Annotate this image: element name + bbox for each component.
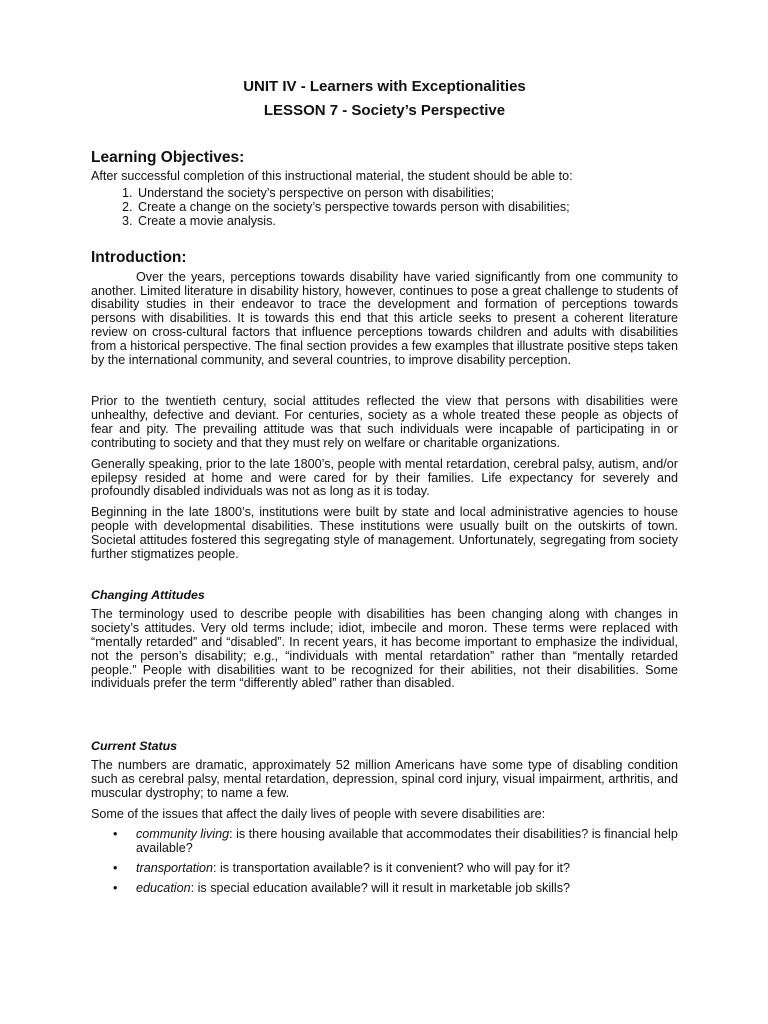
issue-term: transportation [136,860,214,875]
objective-item: 2. Create a change on the society’s perspective towards person with disabilities; [136,201,678,215]
current-status-paragraph: The numbers are dramatic, approximately 52 million Americans have some type of disabling condition such as cerebral palsy, mental retardation, depression, spinal cord injury, visual impairment, arthritis, and muscular dystrophy; to name a few. [91,758,678,801]
introduction-heading: Introduction: [91,248,187,266]
intro-paragraph: Generally speaking, prior to the late 1800’s, people with mental retardation, cerebral palsy, autism, and/or epilepsy resided at home and were cared for by their families. Life expectancy for severely and profoundly disabled individuals was not as long as it is today. [91,456,678,499]
intro-paragraph: Beginning in the late 1800’s, institutions were built by state and local administrative agencies to house people with developmental disabilities. These institutions were usually built on the outskirts of town. Societal attitudes fostered this segregating style of management. Unfortunately, segregating from society further stigmatizes people. [91,505,678,562]
issue-text: : is transportation available? is it convenient? who will pay for it? [213,860,571,875]
learning-objectives-heading: Learning Objectives: [91,149,245,166]
lesson-title: LESSON 7 - Society’s Perspective [263,102,506,119]
issues-list [91,828,678,896]
objective-item: 3. Create a movie analysis. [136,215,678,229]
issue-text: : is special education available? will it result in marketable job skills? [190,880,571,895]
objectives-list [91,187,678,229]
intro-paragraph: Over the years, perceptions towards disability have varied significantly from one community to another. Limited literature in disability history, however, continues to pose a great challenge to students of disability studies in their endeavor to trace the development and formation of perceptions towards persons with disabilities. It is towards this end that this article seeks to present a coherent literature review on cross-cultural factors that influence perceptions towards children and adults with disabilities from a historical perspective. The final section provides a few examples that illustrate positive steps taken by the international community, and several countries, to improve disability perception. [91,269,678,368]
issue-term: community living [136,827,230,841]
changing-attitudes-paragraph: The terminology used to describe people with disabilities has been changing along with changes in society’s attitudes. Very old terms include; idiot, imbecile and moron. These terms were replaced with “mentally retarded” and “disabled”. In recent years, it has become important to emphasize the individual, not the person’s disability; e.g., “individuals with mental retardation” rather than “mentally retarded people.” People with disabilities want to be recognized for their abilities, not their disabilities. Some individuals prefer the term “differently abled” rather than disabled. [91,606,678,691]
issue-item [91,862,678,876]
current-status-heading: Current Status [91,739,178,754]
learning-objectives-section [91,149,678,229]
issue-item [91,882,678,896]
introduction-section [91,249,678,562]
current-status-paragraph: Some of the issues that affect the daily lives of people with severe disabilities are: [91,807,546,822]
issue-term: education [136,880,191,895]
changing-attitudes-heading: Changing Attitudes [91,587,205,602]
bullet-icon: • [113,880,118,895]
bullet-icon: • [113,860,118,875]
objective-item: 1. Understand the society’s perspective on person with disabilities; [136,187,678,201]
unit-title: UNIT IV - Learners with Exceptionalities [243,78,526,95]
intro-paragraph: Prior to the twentieth century, social attitudes reflected the view that persons with disabilities were unhealthy, defective and deviant. For centuries, society as a whole treated these people as objects of fear and pity. The prevailing attitude was that such individuals were incapable of participating in or contributing to society and that they must rely on welfare or charitable organizations. [91,393,678,450]
objectives-lead: After successful completion of this instructional material, the student should be able to: [91,169,573,183]
bullet-icon: • [113,827,118,841]
changing-attitudes-section [91,588,678,691]
issue-item [91,828,678,856]
issue-text: : is there housing available that accommodates their disabilities? is financial help available? [136,827,678,855]
current-status-section [91,739,678,895]
